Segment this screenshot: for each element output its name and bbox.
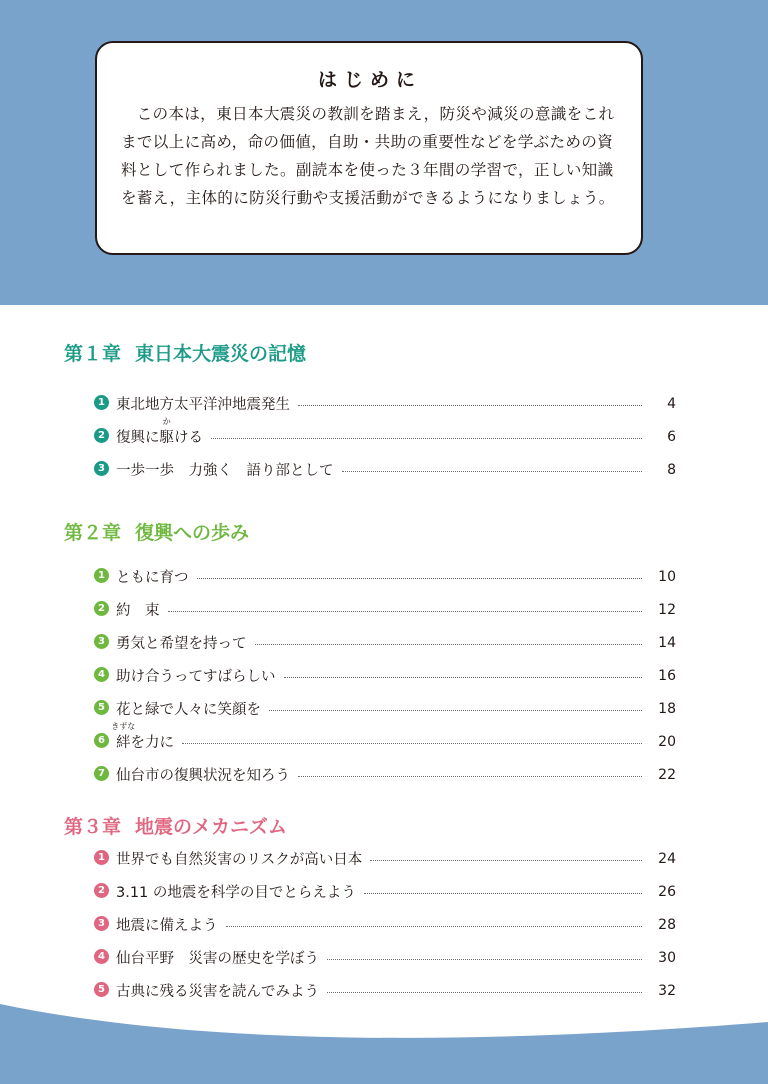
number-bullet-icon: 3 <box>94 634 109 649</box>
dot-leader <box>342 471 643 472</box>
page-number: 6 <box>667 428 676 445</box>
dot-leader <box>364 893 642 894</box>
ruby-word <box>111 722 136 752</box>
number-bullet-icon: 3 <box>94 461 109 476</box>
page-number: 32 <box>658 982 676 999</box>
toc-item[interactable] <box>64 387 690 420</box>
chapter-3-number: 第３章 <box>64 816 122 838</box>
toc-item-label: 一歩一歩 力強く 語り部として <box>116 463 334 479</box>
page-number: 28 <box>658 916 676 933</box>
number-bullet-icon: 4 <box>94 667 109 682</box>
number-bullet-icon: 1 <box>94 395 109 410</box>
page-number: 16 <box>658 667 676 684</box>
toc-item-label <box>111 722 174 752</box>
page-number: 22 <box>658 766 676 783</box>
number-bullet-icon: 5 <box>94 982 109 997</box>
intro-body: この本は，東日本大震災の教訓を踏まえ，防災や減災の意識をこれまで以上に高め，命の価値，自助・共助の重要性などを学ぶための資料として作られました。副読本を使った３年間の学習で，正しい知識を蓄え，主体的に防災行動や支援活動ができるようになりましょう。 <box>121 105 615 207</box>
dot-leader <box>298 776 642 777</box>
toc-item[interactable] <box>64 875 690 908</box>
number-bullet-icon: 2 <box>94 428 109 443</box>
toc-item-label: 地震に備えよう <box>116 918 218 934</box>
page-number: 12 <box>658 601 676 618</box>
chapter-2-number: 第２章 <box>64 522 122 544</box>
dot-leader <box>327 959 642 960</box>
page-number: 10 <box>658 568 676 585</box>
chapter-2-name: 復興への歩み <box>135 522 250 544</box>
number-bullet-icon: 5 <box>94 700 109 715</box>
toc-item[interactable] <box>64 453 690 486</box>
page-number: 26 <box>658 883 676 900</box>
chapter-3-name: 地震のメカニズム <box>135 816 288 838</box>
dot-leader <box>197 578 643 579</box>
toc-item-label: 助け合うってすばらしい <box>116 669 276 685</box>
dot-leader <box>298 405 642 406</box>
ruby-base: 絆 <box>116 735 131 751</box>
page-number: 30 <box>658 949 676 966</box>
page-number: 4 <box>667 395 676 412</box>
chapter-1-title <box>64 340 704 368</box>
toc-item[interactable] <box>64 908 690 941</box>
introduction-box <box>95 41 643 255</box>
toc-item-label: 約 束 <box>116 603 160 619</box>
toc-item[interactable] <box>64 692 690 725</box>
number-bullet-icon: 7 <box>94 766 109 781</box>
chapter-1-toc <box>64 387 704 486</box>
chapter-1-name: 東日本大震災の記憶 <box>135 343 307 365</box>
label-text: 復興に <box>116 430 160 446</box>
toc-item-label: ともに育つ <box>116 570 189 586</box>
dot-leader <box>269 710 642 711</box>
dot-leader <box>255 644 643 645</box>
chapter-2 <box>64 519 704 791</box>
number-bullet-icon: 4 <box>94 949 109 964</box>
toc-item[interactable] <box>64 560 690 593</box>
ruby-base: 駆 <box>159 430 174 446</box>
toc-item-label: 花と緑で人々に笑顔を <box>116 702 261 718</box>
toc-item-label: 仙台市の復興状況を知ろう <box>116 768 290 784</box>
toc-item[interactable] <box>64 722 690 758</box>
toc-item[interactable] <box>64 417 690 453</box>
dot-leader <box>284 677 643 678</box>
toc-item[interactable] <box>64 842 690 875</box>
dot-leader <box>182 743 642 744</box>
furigana: か <box>162 417 171 426</box>
toc-item[interactable] <box>64 593 690 626</box>
chapter-3-title <box>64 813 704 841</box>
number-bullet-icon: 1 <box>94 850 109 865</box>
chapter-3-toc <box>64 842 704 1007</box>
bottom-wave-decoration <box>0 990 768 1084</box>
chapter-3 <box>64 813 704 1007</box>
toc-item-label <box>116 417 203 447</box>
toc-item-label: 東北地方太平洋沖地震発生 <box>116 397 290 413</box>
dot-leader <box>211 438 642 439</box>
toc-item[interactable] <box>64 659 690 692</box>
toc-item[interactable] <box>64 758 690 791</box>
number-bullet-icon: 2 <box>94 601 109 616</box>
page-number: 8 <box>667 461 676 478</box>
toc-item-label: 仙台平野 災害の歴史を学ぼう <box>116 951 319 967</box>
page-number: 20 <box>658 733 676 750</box>
page-number: 24 <box>658 850 676 867</box>
chapter-2-title <box>64 519 704 547</box>
chapter-1 <box>64 340 704 486</box>
toc-item-label: 世界でも自然災害のリスクが高い日本 <box>116 852 363 868</box>
dot-leader <box>226 926 643 927</box>
toc-item[interactable] <box>64 626 690 659</box>
number-bullet-icon: 2 <box>94 883 109 898</box>
furigana: きずな <box>111 722 136 731</box>
page-number: 14 <box>658 634 676 651</box>
toc-item[interactable] <box>64 941 690 974</box>
intro-title: はじめに <box>317 69 422 91</box>
number-bullet-icon: 1 <box>94 568 109 583</box>
number-bullet-icon: 6 <box>94 733 109 748</box>
label-text: を力に <box>130 735 174 751</box>
label-text: ける <box>174 430 203 446</box>
dot-leader <box>370 860 642 861</box>
number-bullet-icon: 3 <box>94 916 109 931</box>
chapter-1-number: 第１章 <box>64 343 122 365</box>
toc-item-label: 勇気と希望を持って <box>116 636 247 652</box>
toc-item-label: 3.11 の地震を科学の目でとらえよう <box>116 885 356 901</box>
dot-leader <box>168 611 643 612</box>
chapter-2-toc <box>64 560 704 791</box>
ruby-word <box>159 417 175 447</box>
toc-item-label: 古典に残る災害を読んでみよう <box>116 984 319 1000</box>
page-number: 18 <box>658 700 676 717</box>
